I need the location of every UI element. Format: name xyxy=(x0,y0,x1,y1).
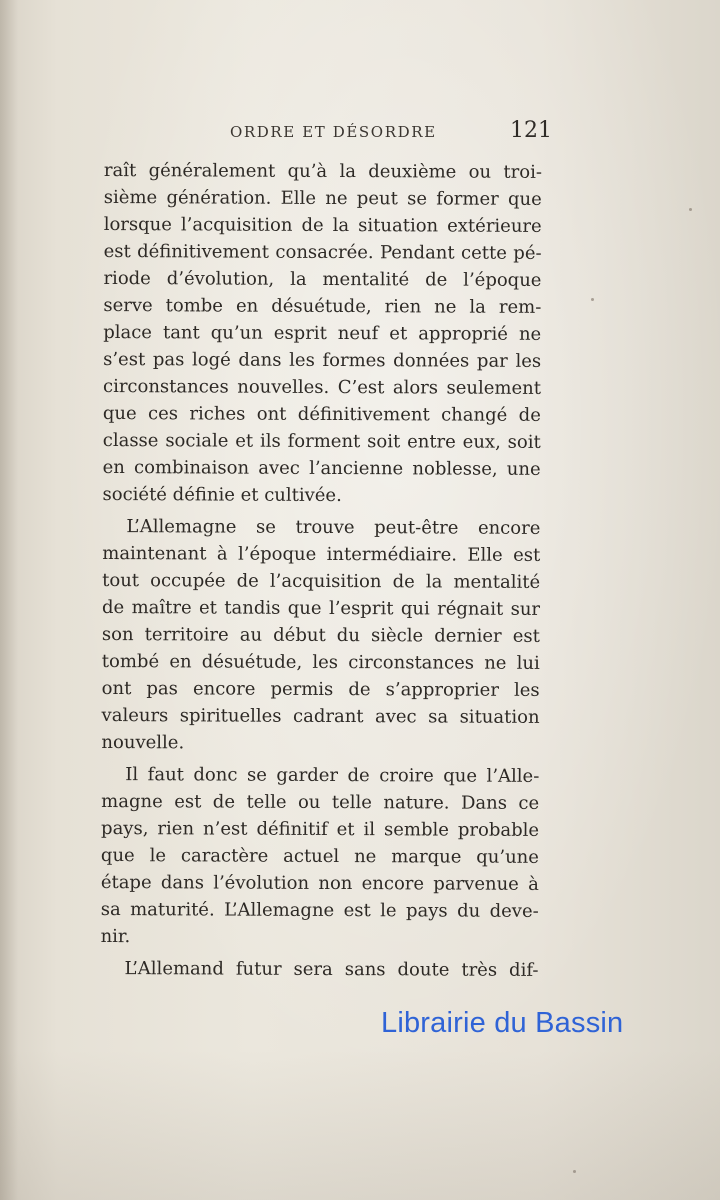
text-line: valeurs spirituelles cadrant avec sa situation xyxy=(101,704,540,728)
text-line: s’est pas logé dans les formes données par les xyxy=(103,348,542,372)
text-line: est définitivement consacrée. Pendant cette pé- xyxy=(103,240,542,264)
text-line: Il faut donc se garder de croire que l’Alle- xyxy=(125,764,540,787)
text-line: nir. xyxy=(100,925,131,948)
text-line: que le caractère actuel ne marque qu’une xyxy=(100,844,540,868)
bookseller-watermark: Librairie du Bassin xyxy=(381,1007,624,1039)
page-edge-shadow xyxy=(0,0,18,1200)
page-bottom-shade xyxy=(0,1050,720,1200)
text-line: classe sociale et ils forment soit entre eux, soit xyxy=(102,429,541,453)
text-line: tombé en désuétude, les circonstances ne lui xyxy=(101,650,540,674)
text-line: maintenant à l’époque intermédiaire. Elle est xyxy=(102,542,541,566)
text-line: étape dans l’évolution non encore parvenue à xyxy=(100,871,539,895)
text-line: L’Allemagne se trouve peut-être encore xyxy=(126,516,541,539)
text-line: magne est de telle ou telle nature. Dans ce xyxy=(101,790,540,814)
text-line: ont pas encore permis de s’approprier les xyxy=(101,677,540,701)
text-line: société définie et cultivée. xyxy=(102,483,342,507)
text-line: sième génération. Elle ne peut se former que xyxy=(103,186,542,210)
text-line: serve tombe en désuétude, rien ne la rem- xyxy=(103,294,542,318)
running-title: ORDRE ET DÉSORDRE xyxy=(230,123,437,141)
page-number: 121 xyxy=(510,118,552,143)
body-text xyxy=(100,159,546,1021)
text-line: circonstances nouvelles. C’est alors seulement xyxy=(102,375,542,399)
text-line: sa maturité. L’Allemagne est le pays du deve- xyxy=(100,898,539,922)
text-line: L’Allemand futur sera sans doute très dif- xyxy=(124,958,539,981)
page-header xyxy=(230,118,550,152)
paper-spot xyxy=(573,1170,576,1173)
text-line: riode d’évolution, la mentalité de l’époque xyxy=(103,267,542,291)
text-line: place tant qu’un esprit neuf et approprié ne xyxy=(103,321,542,345)
text-line: raît généralement qu’à la deuxième ou troi- xyxy=(103,159,542,183)
text-line: pays, rien n’est définitif et il semble probable xyxy=(101,817,540,841)
text-line: que ces riches ont définitivement changé de xyxy=(102,402,541,426)
text-line: tout occupée de l’acquisition de la mentalité xyxy=(102,569,541,593)
text-line: nouvelle. xyxy=(101,731,185,754)
paper-spot xyxy=(689,208,692,211)
text-line: lorsque l’acquisition de la situation extérieure xyxy=(103,213,542,237)
text-line: son territoire au début du siècle dernier est xyxy=(101,623,540,647)
paper-spot xyxy=(591,298,594,301)
text-line: de maître et tandis que l’esprit qui régnait sur xyxy=(101,596,541,620)
text-line: en combinaison avec l’ancienne noblesse, une xyxy=(102,456,541,480)
